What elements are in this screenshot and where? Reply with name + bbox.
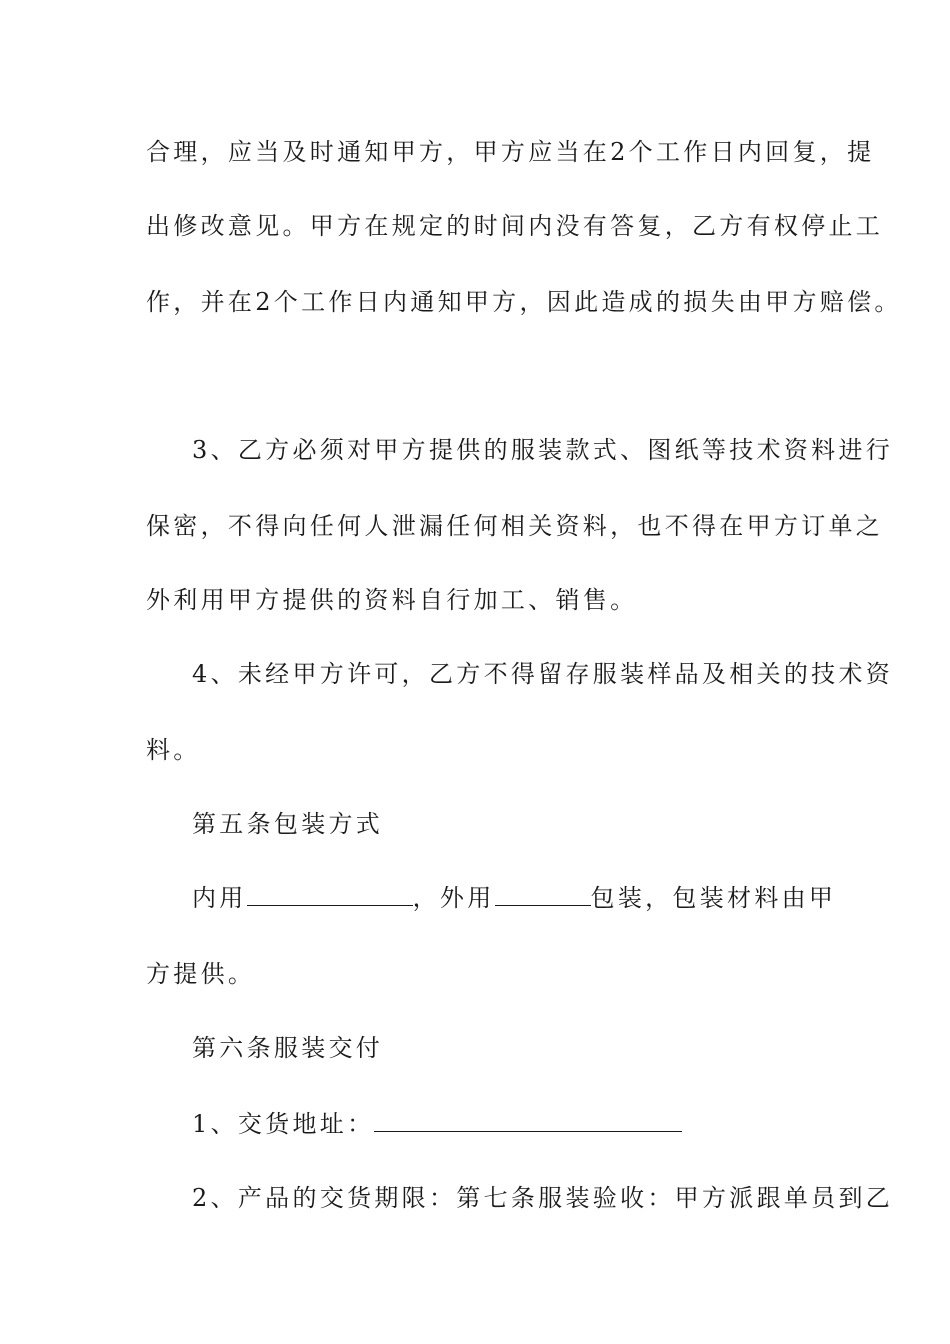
packaging-tail: 包装，包装材料由甲 <box>590 884 837 912</box>
packaging-continuation: 方提供。 <box>146 960 256 988</box>
delivery-term-line: 2、产品的交货期限：第七条服装验收：甲方派跟单员到乙 <box>192 1184 894 1212</box>
delivery-address-blank[interactable] <box>374 1109 682 1132</box>
clause-3-line-2: 保密，不得向任何人泄漏任何相关资料，也不得在甲方订单之 <box>146 512 884 540</box>
clause-3-line-3: 外利用甲方提供的资料自行加工、销售。 <box>146 586 638 614</box>
clause-4-line-1: 4、未经甲方许可，乙方不得留存服装样品及相关的技术资 <box>192 660 894 688</box>
section-6-title: 第六条服装交付 <box>192 1034 384 1062</box>
delivery-address-label: 1、交货地址： <box>192 1110 375 1138</box>
packaging-inner-label: 内用 <box>192 884 247 912</box>
packaging-line <box>192 882 872 914</box>
paragraph-line-1: 合理，应当及时通知甲方，甲方应当在2个工作日内回复，提 <box>146 138 875 166</box>
inner-packaging-blank[interactable] <box>247 883 413 906</box>
packaging-outer-label: ，外用 <box>412 884 495 912</box>
section-5-title: 第五条包装方式 <box>192 810 384 838</box>
clause-4-line-2: 料。 <box>146 736 201 764</box>
outer-packaging-blank[interactable] <box>495 883 591 906</box>
clause-3-line-1: 3、乙方必须对甲方提供的服装款式、图纸等技术资料进行 <box>192 436 894 464</box>
delivery-address-line <box>192 1108 872 1140</box>
paragraph-line-2: 出修改意见。甲方在规定的时间内没有答复，乙方有权停止工 <box>146 212 884 240</box>
paragraph-line-3: 作，并在2个工作日内通知甲方，因此造成的损失由甲方赔偿。 <box>146 288 902 316</box>
